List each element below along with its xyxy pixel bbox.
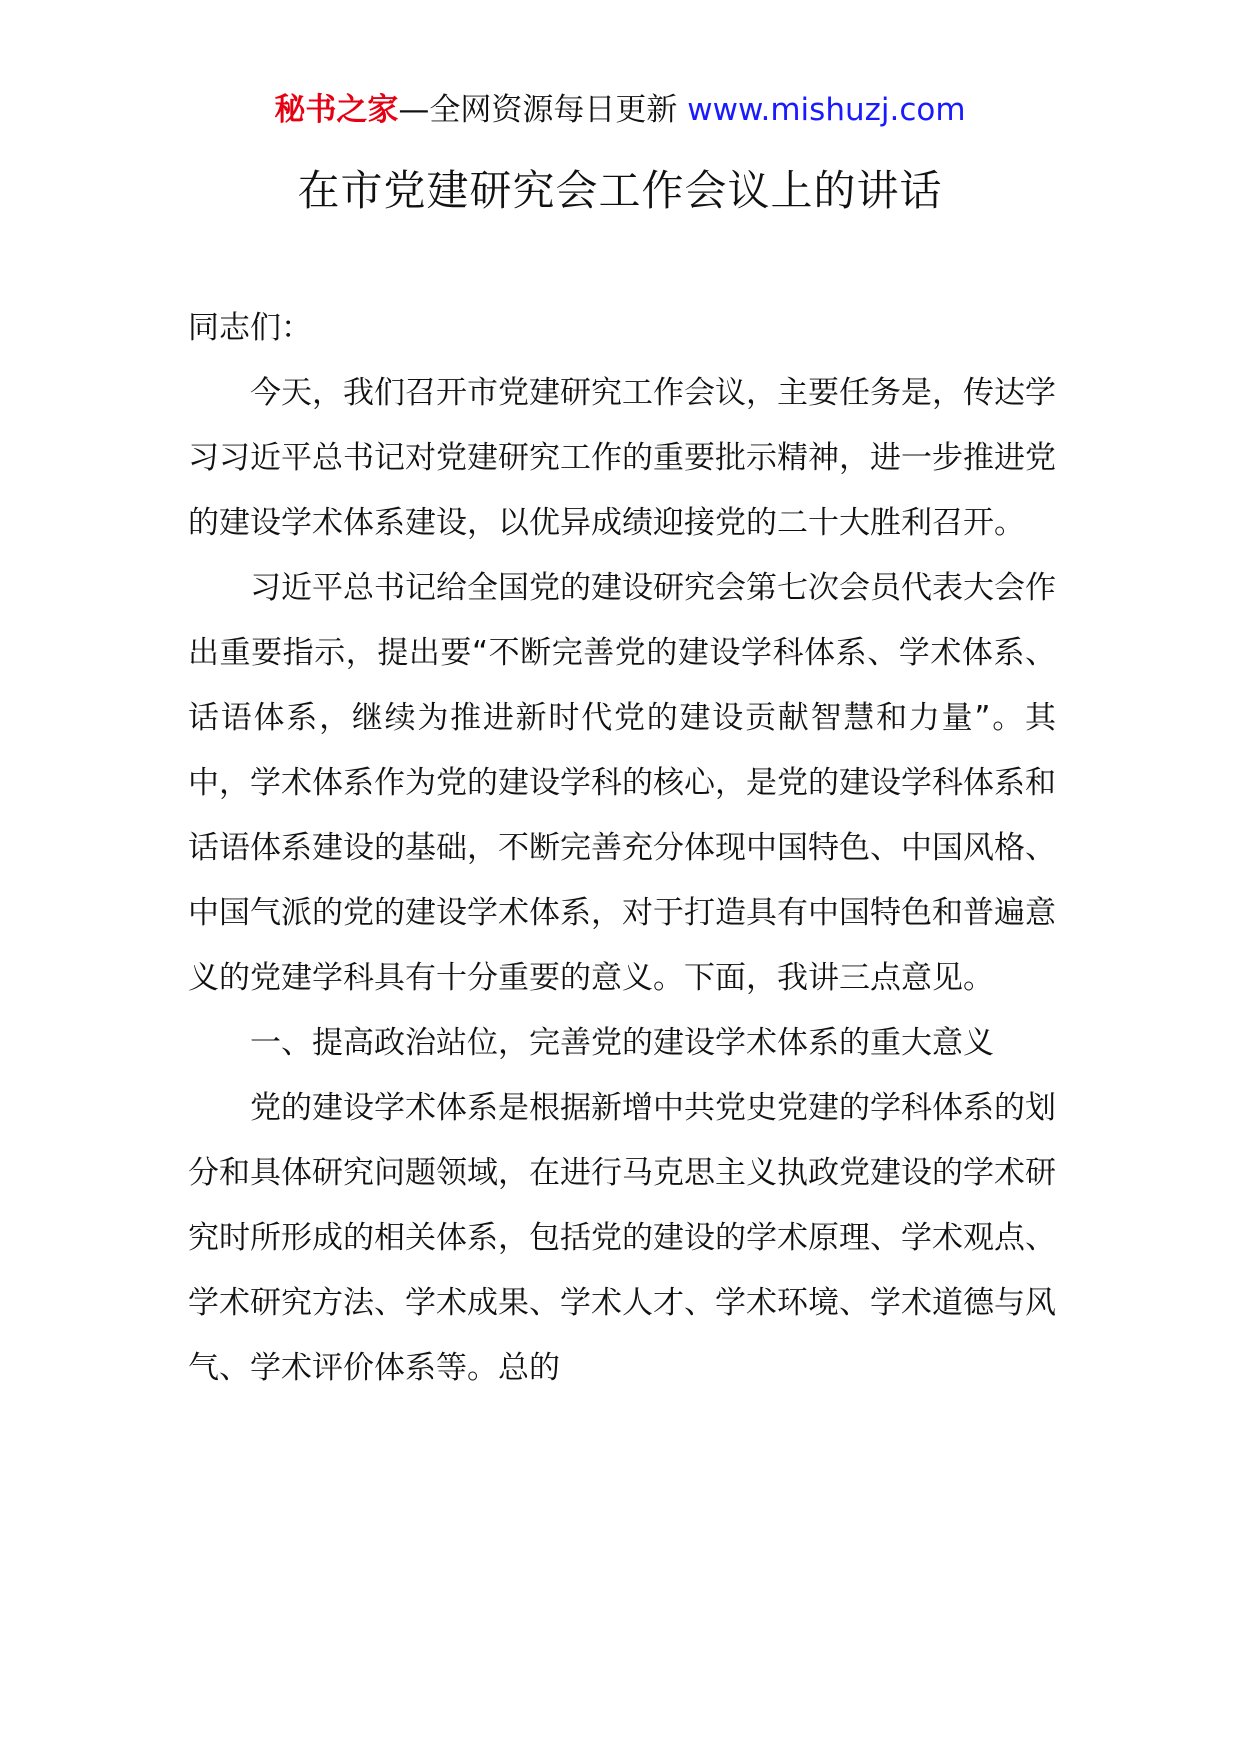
site-brand: 秘书之家 — [274, 92, 399, 128]
document-title: 在市党建研究会工作会议上的讲话 — [297, 166, 943, 215]
salutation: 同志们： — [188, 310, 312, 346]
section-heading-1: 一、提高政治站位，完善党的建设学术体系的重大意义 — [250, 1025, 994, 1061]
paragraph-instruction: 习近平总书记给全国党的建设研究会第七次会员代表大会作出重要指示，提出要“不断完善党的建设学科体系、学术体系、话语体系，继续为推进新时代党的建设贡献智慧和力量”。其中，学术体系作为党的建设学科的核心，是党的建设学科体系和话语体系建设的基础，不断完善充分体现中国特色、中国风格、中国气派的党的建设学术体系，对于打造具有中国特色和普遍意义的党建学科具有十分重要的意义。下面，我讲三点意见。 — [188, 570, 1056, 996]
paragraph-section-1: 党的建设学术体系是根据新增中共党史党建的学科体系的划分和具体研究问题领域，在进行马克思主义执政党建设的学术研究时所形成的相关体系，包括党的建设的学术原理、学术观点、学术研究方法、学术成果、学术人才、学术环境、学术道德与风气、学术评价体系等。总的 — [188, 1090, 1056, 1386]
site-header — [0, 90, 1240, 130]
site-url-link[interactable]: www.mishuzj.com — [687, 92, 966, 128]
site-tagline: —全网资源每日更新 — [398, 92, 688, 128]
document-body — [188, 296, 1056, 1401]
paragraph-intro: 今天，我们召开市党建研究工作会议，主要任务是，传达学习习近平总书记对党建研究工作的重要批示精神，进一步推进党的建设学术体系建设，以优异成绩迎接党的二十大胜利召开。 — [188, 375, 1056, 541]
